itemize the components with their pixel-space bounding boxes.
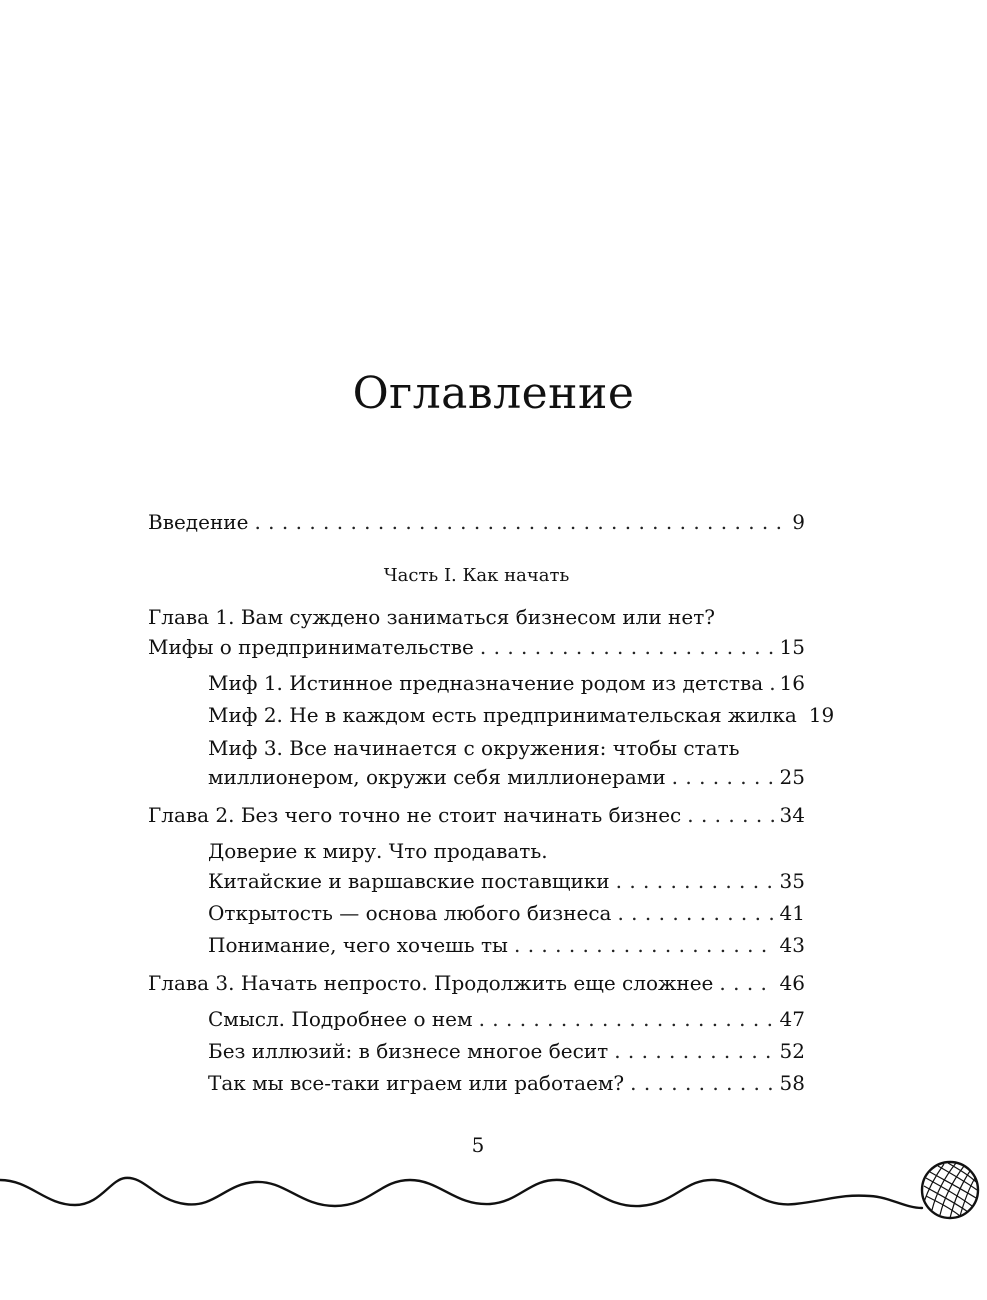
toc-entry-page: 46 [779, 971, 805, 995]
toc-subentry[interactable] [208, 898, 805, 928]
toc-entry-label: Так мы все-таки играем или работаем? [208, 1071, 625, 1095]
toc-entry-page: 16 [779, 671, 805, 695]
toc-entry-label: Глава 3. Начать непросто. Продолжить еще сложнее [148, 971, 714, 995]
toc-chapter-1-line1[interactable]: Глава 1. Вам суждено заниматься бизнесом или нет? [148, 605, 716, 629]
toc-subentry[interactable] [208, 1068, 805, 1098]
toc-subentry[interactable] [208, 1004, 805, 1034]
toc-entry-page: 15 [779, 635, 805, 659]
toc-subentry-line1[interactable]: Доверие к миру. Что продавать. [208, 839, 548, 863]
toc-entry-label: Китайские и варшавские поставщики [208, 869, 610, 893]
dot-leader [687, 800, 773, 830]
toc-entry-page: 47 [779, 1007, 805, 1031]
toc-subentry[interactable] [208, 762, 805, 792]
page-number: 5 [471, 1133, 485, 1157]
yarn-ball-icon [922, 1162, 978, 1218]
toc-entry-page: 52 [779, 1039, 805, 1063]
toc-subentry[interactable] [208, 1036, 805, 1066]
dot-leader [480, 632, 774, 662]
toc-entry-page: 58 [779, 1071, 805, 1095]
toc-entry-page: 35 [779, 869, 805, 893]
toc-entry-page: 34 [779, 803, 805, 827]
toc-chapter-2[interactable] [148, 800, 805, 830]
dot-leader [616, 866, 774, 896]
toc-entry-label: Смысл. Подробнее о нем [208, 1007, 473, 1031]
toc-entry-page: 25 [779, 765, 805, 789]
dot-leader [672, 762, 774, 792]
toc-entry-label: Понимание, чего хочешь ты [208, 933, 508, 957]
toc-chapter-1[interactable] [148, 632, 805, 662]
toc-chapter-3[interactable] [148, 968, 805, 998]
toc-entry-label: Миф 2. Не в каждом есть предпринимательская жилка [208, 703, 797, 727]
dot-leader [630, 1068, 773, 1098]
toc-subentry[interactable] [208, 700, 835, 730]
dot-leader [254, 507, 786, 537]
toc-subentry-line1[interactable]: Миф 3. Все начинается с окружения: чтобы стать [208, 736, 740, 760]
toc-entry-label: миллионером, окружи себя миллионерами [208, 765, 666, 789]
toc-entry-page: 41 [779, 901, 805, 925]
toc-entry-intro[interactable] [148, 507, 805, 537]
toc-entry-label: Открытость — основа любого бизнеса [208, 901, 612, 925]
yarn-thread-decoration [0, 1150, 987, 1230]
toc-entry-page: 9 [792, 510, 805, 534]
toc-entry-label: Мифы о предпринимательстве [148, 635, 474, 659]
dot-leader [514, 930, 774, 960]
dot-leader [769, 668, 773, 698]
part-heading: Часть I. Как начать [383, 565, 570, 586]
toc-entry-label: Глава 2. Без чего точно не стоит начинать бизнес [148, 803, 682, 827]
toc-entry-label: Введение [148, 510, 249, 534]
toc-entry-page: 43 [779, 933, 805, 957]
toc-entry-label: Без иллюзий: в бизнесе многое бесит [208, 1039, 609, 1063]
dot-leader [719, 968, 773, 998]
toc-subentry[interactable] [208, 668, 805, 698]
dot-leader [617, 898, 773, 928]
toc-subentry[interactable] [208, 866, 805, 896]
toc-subentry[interactable] [208, 930, 805, 960]
toc-entry-label: Миф 1. Истинное предназначение родом из детства [208, 671, 764, 695]
toc-entry-page: 19 [808, 703, 835, 727]
dot-leader [479, 1004, 774, 1034]
page-title: Оглавление [352, 368, 635, 419]
wavy-thread [0, 1178, 922, 1208]
dot-leader [614, 1036, 773, 1066]
